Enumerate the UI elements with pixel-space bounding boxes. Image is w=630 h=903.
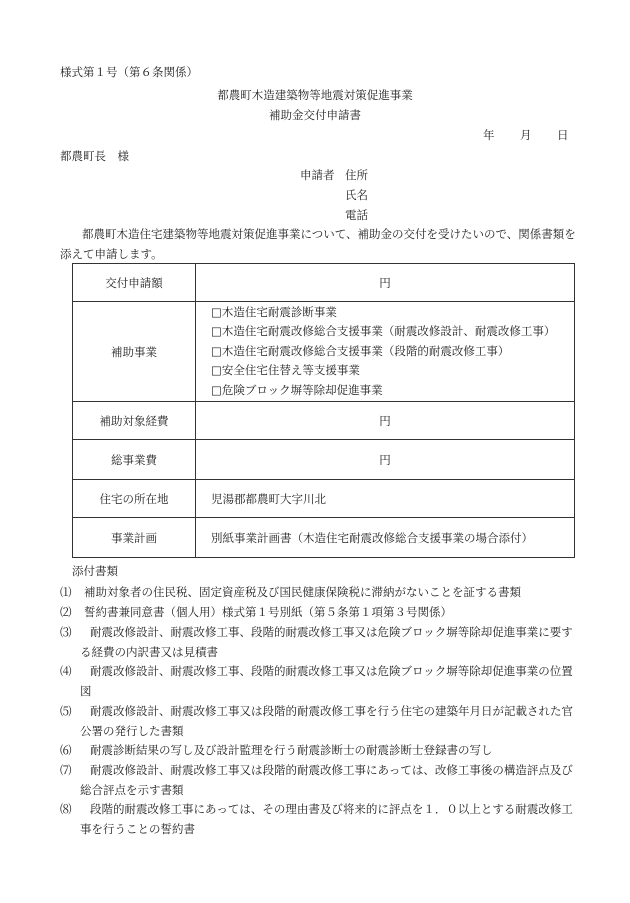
attachments-heading: 添付書類 (72, 564, 118, 578)
attachment-item (60, 761, 580, 800)
intro-text: 都農町木造住宅建築物等地震対策促進事業について、補助金の交付を受けたいので、関係書類を添えて申請します。 (60, 227, 576, 261)
attachment-number: ⑺ (60, 763, 72, 777)
attachment-item (60, 800, 580, 839)
project-option-block-wall-removal: □危険ブロック塀等除却促進事業 (211, 382, 383, 397)
project-option-seismic-diagnosis: □木造住宅耐震診断事業 (211, 304, 337, 319)
attachment-number: ⑷ (60, 664, 72, 678)
row-label-subsidy-project: 補助事業 (73, 302, 196, 402)
business-plan-field: 別紙事業計画書（木造住宅耐震改修総合支援事業の場合添付） (196, 518, 575, 558)
attachment-text: 耐震診断結果の写し及び設計監理を行う耐震診断士の耐震診断士登録書の写し (90, 743, 493, 757)
project-option-safe-relocation: □安全住宅住替え等支援事業 (211, 363, 360, 378)
application-table (72, 263, 575, 558)
table-row (73, 264, 575, 302)
attachment-text: 耐震改修設計、耐震改修工事又は段階的耐震改修工事にあっては、改修工事後の構造評点及び総合評点を示す書類 (80, 763, 573, 797)
addressee: 都農町長 様 (60, 149, 129, 163)
table-row (73, 518, 575, 558)
attachment-number: ⑸ (60, 704, 72, 718)
row-label-business-plan: 事業計画 (73, 518, 196, 558)
attachment-number: ⑴ (60, 585, 72, 599)
attachment-number: ⑻ (60, 802, 72, 816)
attachment-number: ⑶ (60, 625, 72, 639)
row-label-total-cost: 総事業費 (73, 440, 196, 480)
table-row (73, 302, 575, 402)
house-location-field: 児湯郡都農町大字川北 (196, 480, 575, 518)
subsidy-project-options (196, 302, 575, 402)
attachment-number: ⑹ (60, 743, 72, 757)
project-option-staged-retrofit: □木造住宅耐震改修総合支援事業（段階的耐震改修工事） (211, 343, 510, 358)
requested-amount-field: 円 (196, 264, 575, 302)
attachment-text: 耐震改修設計、耐震改修工事、段階的耐震改修工事又は危険ブロック塀等除却促進事業に要する経費の内訳書又は見積書 (80, 625, 573, 659)
form-title-line2: 補助金交付申請書 (269, 108, 361, 122)
attachment-item (60, 603, 580, 623)
table-row (73, 402, 575, 440)
table-row (73, 480, 575, 518)
attachment-text: 段階的耐震改修工事にあっては、その理由書及び将来的に評点を１．０以上とする耐震改修工事を行うことの誓約書 (80, 802, 573, 836)
table-row (73, 440, 575, 480)
date-year: 年 (483, 128, 495, 142)
attachment-number: ⑵ (60, 605, 72, 619)
applicant-name-label: 氏名 (345, 188, 368, 202)
attachment-item (60, 623, 580, 662)
attachment-item (60, 662, 580, 701)
attachment-text: 耐震改修設計、耐震改修工事、段階的耐震改修工事又は危険ブロック塀等除却促進事業の位置図 (80, 664, 573, 698)
applicant-label: 申請者 (300, 168, 335, 182)
date-month: 月 (520, 128, 532, 142)
project-option-retrofit-design-work: □木造住宅耐震改修総合支援事業（耐震改修設計、耐震改修工事） (211, 324, 556, 339)
attachment-item (60, 583, 580, 603)
attachment-item (60, 741, 580, 761)
row-label-eligible-cost: 補助対象経費 (73, 402, 196, 440)
form-number: 様式第１号（第６条関係） (60, 65, 198, 79)
form-title-line1: 都農町木造建築物等地震対策促進事業 (217, 88, 413, 102)
row-label-house-location: 住宅の所在地 (73, 480, 196, 518)
eligible-cost-field: 円 (196, 402, 575, 440)
row-label-requested-amount: 交付申請額 (73, 264, 196, 302)
attachment-text: 補助対象者の住民税、固定資産税及び国民健康保険税に滞納がないことを証する書類 (84, 585, 521, 599)
attachment-item (60, 702, 580, 741)
attachment-text: 耐震改修設計、耐震改修工事又は段階的耐震改修工事を行う住宅の建築年月日が記載された官公署の発行した書類 (80, 704, 573, 738)
total-cost-field: 円 (196, 440, 575, 480)
applicant-phone-label: 電話 (345, 208, 368, 222)
applicant-address-label: 住所 (345, 168, 368, 182)
date-day: 日 (557, 128, 569, 142)
attachment-text: 誓約書兼同意書（個人用）様式第１号別紙（第５条第１項第３号関係） (84, 605, 452, 619)
